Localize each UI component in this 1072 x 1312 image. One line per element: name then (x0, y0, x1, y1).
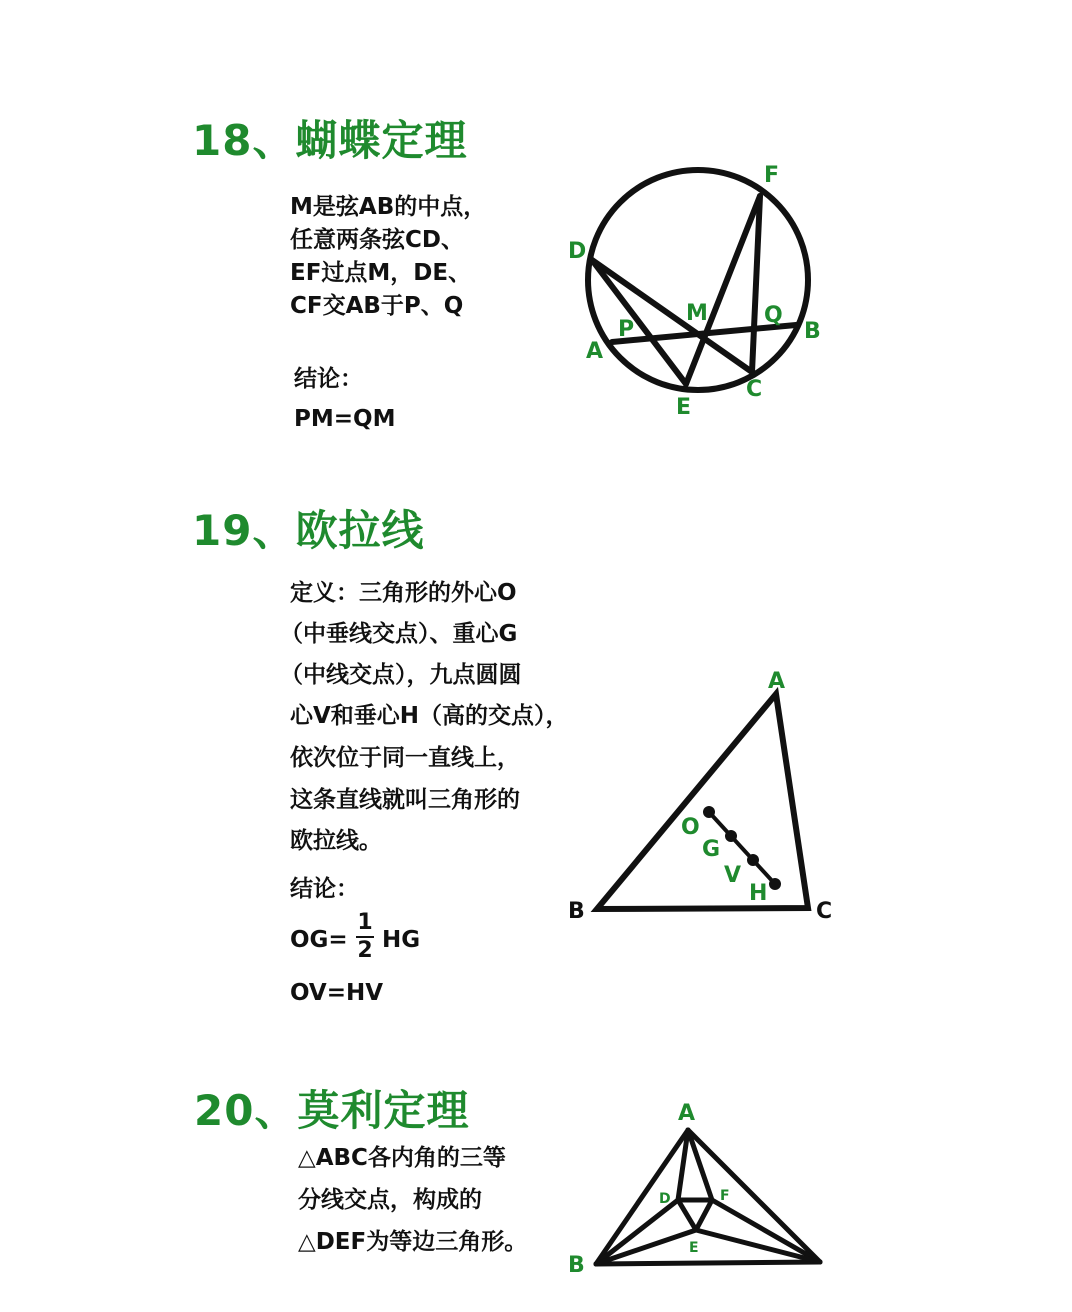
section-19-eq2: OV=HV (290, 980, 384, 1006)
label-O: O (681, 815, 700, 840)
section-19-line-2: （中垂线交点）、重心G (280, 621, 518, 647)
label-E: E (676, 395, 692, 420)
morley-side-ab (596, 1130, 688, 1264)
label-V: V (724, 863, 742, 888)
label-C2: C (816, 899, 833, 924)
section-20-line-2: 分线交点，构成的 (298, 1187, 482, 1213)
label-M: M (686, 301, 708, 326)
section-18-conclusion-label: 结论： (294, 366, 363, 392)
section-19-title: 19、欧拉线 (192, 506, 425, 555)
section-19-line-5: 依次位于同一直线上， (290, 745, 520, 771)
section-19-conclusion-label: 结论： (290, 876, 359, 902)
fraction-denominator: 2 (357, 938, 373, 963)
label-B3: B (568, 1253, 585, 1278)
label-D3: D (659, 1191, 671, 1207)
morley-triangle-def (678, 1200, 712, 1230)
label-A3: A (678, 1101, 696, 1126)
label-F3: F (720, 1188, 730, 1204)
section-20-line-1: △ABC各内角的三等 (298, 1145, 506, 1171)
section-18-line-4: CF交AB于P、Q (290, 293, 464, 319)
label-F: F (764, 163, 780, 188)
section-19-line-7: 欧拉线。 (290, 828, 382, 854)
label-P: P (618, 317, 635, 342)
section-18-title: 18、蝴蝶定理 (192, 116, 468, 165)
section-18-conclusion: PM=QM (294, 406, 396, 432)
section-19-line-1: 定义：三角形的外心O (290, 580, 517, 606)
morley-side-bc (596, 1262, 820, 1264)
section-19-eq1-left: OG= (290, 927, 348, 953)
point-V (747, 854, 759, 866)
euler-triangle (597, 694, 808, 909)
section-19-eq1-right: HG (382, 927, 421, 953)
euler-diagram (597, 694, 808, 909)
label-Q: Q (764, 303, 783, 328)
butterfly-diagram (588, 170, 808, 390)
chord-fe (686, 196, 760, 384)
morley-diagram (596, 1130, 820, 1264)
point-G (725, 830, 737, 842)
label-B: B (804, 319, 821, 344)
trisector-b2 (596, 1230, 696, 1264)
line-de (592, 260, 686, 384)
line-fc (752, 196, 760, 372)
section-18-line-2: 任意两条弦CD、 (290, 227, 464, 253)
label-D: D (568, 239, 587, 264)
trisector-b1 (596, 1200, 678, 1264)
butterfly-labels (568, 163, 821, 420)
point-O (703, 806, 715, 818)
section-18-line-3: EF过点M，DE、 (290, 260, 472, 286)
section-19-line-6: 这条直线就叫三角形的 (290, 787, 520, 813)
section-20-title: 20、莫利定理 (194, 1086, 470, 1135)
section-20-line-3: △DEF为等边三角形。 (298, 1229, 528, 1255)
label-B2: B (568, 899, 585, 924)
label-A: A (586, 339, 604, 364)
label-H: H (749, 881, 768, 906)
fraction-numerator: 1 (357, 910, 373, 935)
label-E3: E (689, 1240, 699, 1256)
label-G: G (702, 837, 721, 862)
morley-side-ac (688, 1130, 820, 1262)
label-A2: A (768, 669, 786, 694)
section-18-line-1: M是弦AB的中点， (290, 194, 487, 220)
label-C: C (746, 377, 763, 402)
point-H (769, 878, 781, 890)
section-19-line-4: 心V和垂心H（高的交点）， (290, 703, 569, 729)
section-19-line-3: （中线交点），九点圆圆 (280, 662, 522, 688)
